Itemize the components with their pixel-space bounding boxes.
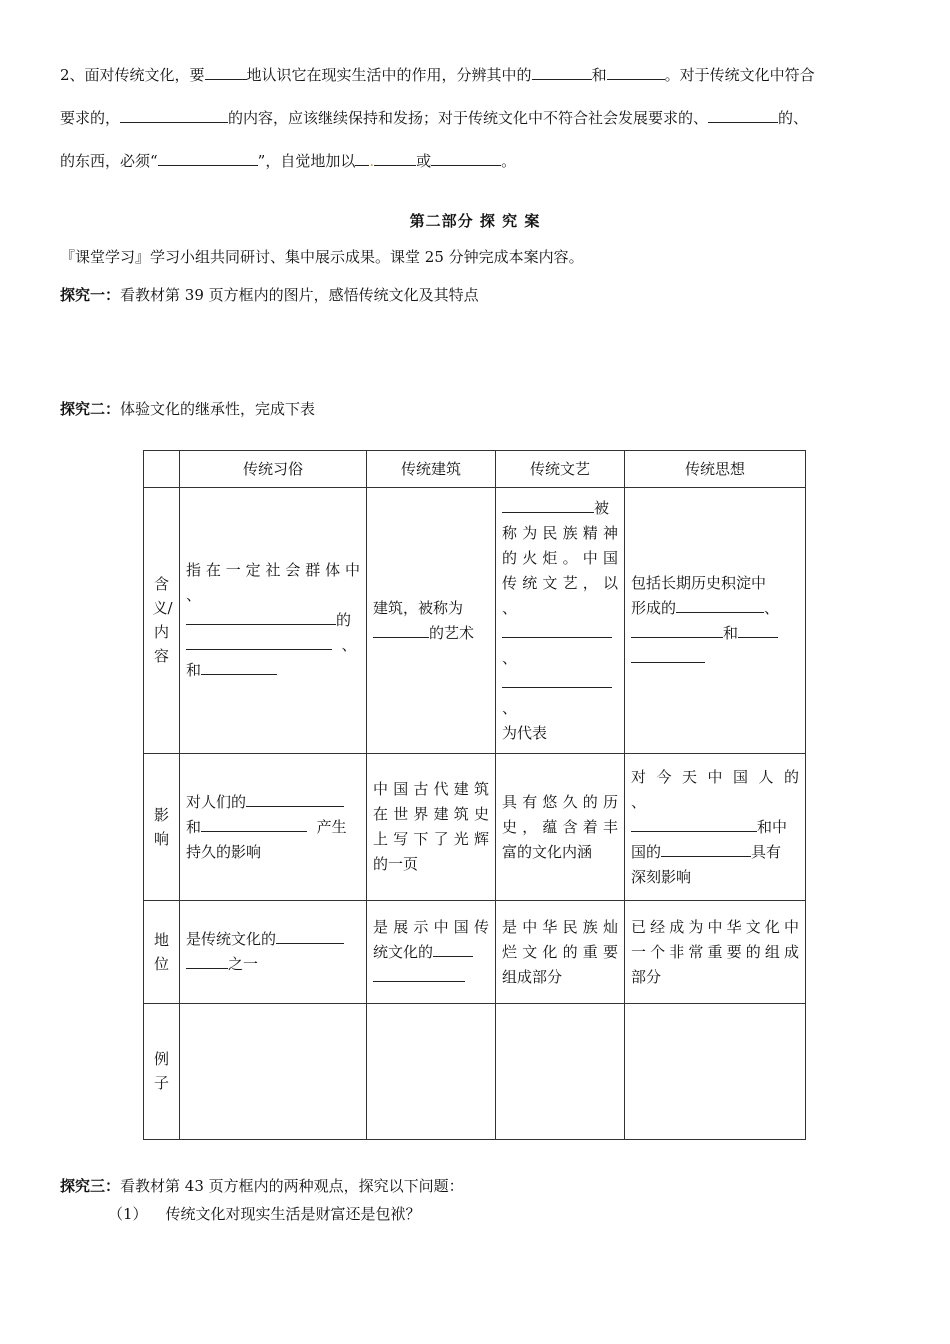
fill-blank[interactable]	[431, 151, 501, 166]
fill-blank[interactable]	[186, 610, 336, 625]
intro-text: 2、面对传统文化，要	[60, 66, 205, 84]
inquiry-3-label: 探究三：	[60, 1177, 121, 1195]
intro-text: 。	[501, 152, 517, 170]
fill-blank[interactable]	[532, 65, 592, 80]
culture-table	[143, 450, 806, 1140]
fill-blank[interactable]	[631, 817, 757, 832]
fill-blank[interactable]	[631, 623, 723, 638]
header-thought: 传统思想	[625, 451, 806, 488]
cell-custom-influence: 对人们的 和 产生 持久的影响	[180, 754, 367, 901]
cell-thought-status: 已经成为中华文化中 一个非常重要的组成 部分	[625, 901, 806, 1004]
inquiry-2	[60, 398, 315, 419]
cell-art-example[interactable]	[496, 1004, 625, 1140]
header-art: 传统文艺	[496, 451, 625, 488]
question-1	[108, 1203, 421, 1224]
inquiry-1-text: 看教材第 39 页方框内的图片，感悟传统文化及其特点	[120, 286, 479, 304]
header-architecture: 传统建筑	[367, 451, 496, 488]
intro-text: 和	[591, 66, 607, 84]
fill-blank[interactable]	[373, 623, 429, 638]
fill-blank[interactable]	[607, 65, 665, 80]
intro-text: ”，自觉地加以	[257, 152, 356, 170]
row-label-status: 地位	[144, 901, 180, 1004]
cell-thought-influence: 对今天中国人的 、 和中 国的 具有 深刻影响	[625, 754, 806, 901]
inquiry-1-label: 探究一：	[60, 286, 121, 304]
fill-blank[interactable]	[186, 954, 228, 969]
row-label-meaning: 含义/内容	[144, 488, 180, 754]
intro-line-1	[60, 64, 815, 85]
intro-line-3	[60, 150, 516, 171]
intro-text: 地认识它在现实生活中的作用，分辨其中的	[246, 66, 532, 84]
fill-blank[interactable]	[502, 498, 594, 513]
fill-blank[interactable]	[708, 108, 778, 123]
fill-blank[interactable]	[502, 623, 612, 638]
question-1-text: 传统文化对现实生活是财富还是包袱？	[165, 1205, 421, 1223]
cell-custom-status: 是传统文化的 之一	[180, 901, 367, 1004]
cell-architecture-example[interactable]	[367, 1004, 496, 1140]
cell-art-influence: 具有悠久的历 史，蕴含着丰 富的文化内涵	[496, 754, 625, 901]
fill-blank[interactable]	[433, 942, 473, 957]
fill-blank[interactable]	[502, 673, 612, 688]
fill-blank[interactable]	[201, 817, 307, 832]
cell-architecture-meaning: 建筑，被称为 的艺术	[367, 488, 496, 754]
intro-line-2	[60, 107, 808, 128]
fill-blank[interactable]	[158, 151, 258, 166]
intro-text: 要求的，	[60, 109, 121, 127]
table-row-status	[144, 901, 806, 1004]
cell-custom-meaning: 指在一定社会群体中 、 的 、 和	[180, 488, 367, 754]
intro-text: 。对于传统文化中符合	[664, 66, 815, 84]
fill-blank[interactable]	[631, 648, 705, 663]
fill-blank[interactable]	[374, 151, 416, 166]
corner-cell	[144, 451, 180, 488]
fill-blank[interactable]	[205, 65, 247, 80]
cell-art-status: 是中华民族灿 烂文化的重要 组成部分	[496, 901, 625, 1004]
fill-blank[interactable]	[373, 967, 465, 982]
cell-art-meaning: 被 称为民族精神 的火炬。中国 传统文艺，以 、 、 、 为代表	[496, 488, 625, 754]
table-row-influence	[144, 754, 806, 901]
intro-text: 或	[416, 152, 432, 170]
fill-blank[interactable]	[738, 623, 778, 638]
fill-blank[interactable]	[676, 598, 764, 613]
row-label-example: 例子	[144, 1004, 180, 1140]
fill-blank[interactable]	[246, 792, 344, 807]
intro-text: 的内容，应该继续保持和发扬；对于传统文化中不符合社会发展要求的、	[228, 109, 709, 127]
inquiry-2-text: 体验文化的继承性，完成下表	[120, 400, 316, 418]
fill-blank[interactable]	[276, 929, 344, 944]
fill-blank[interactable]	[661, 842, 751, 857]
section-title: 第二部分 探 究 案	[409, 212, 541, 230]
cell-architecture-influence: 中国古代建筑 在世界建筑史 上写下了光辉 的一页	[367, 754, 496, 901]
cell-custom-example[interactable]	[180, 1004, 367, 1140]
cell-thought-example[interactable]	[625, 1004, 806, 1140]
table-header-row	[144, 451, 806, 488]
inquiry-3	[60, 1175, 464, 1196]
fill-blank[interactable]	[186, 635, 332, 650]
inquiry-2-label: 探究二：	[60, 400, 121, 418]
classroom-note: 『课堂学习』学习小组共同研讨、集中展示成果。课堂 25 分钟完成本案内容。	[60, 248, 584, 266]
question-1-number: （1）	[108, 1205, 148, 1223]
cell-thought-meaning: 包括长期历史积淀中 形成的 、 和	[625, 488, 806, 754]
row-label-influence: 影响	[144, 754, 180, 901]
inquiry-1	[60, 284, 479, 305]
cell-architecture-status: 是展示中国传 统文化的	[367, 901, 496, 1004]
header-custom: 传统习俗	[180, 451, 367, 488]
intro-text: 的东西，必须“	[60, 152, 158, 170]
inquiry-3-text: 看教材第 43 页方框内的两种观点，探究以下问题：	[120, 1177, 464, 1195]
fill-blank[interactable]	[355, 151, 369, 166]
table-row-meaning	[144, 488, 806, 754]
intro-text: 的、	[778, 109, 809, 127]
fill-blank[interactable]	[120, 108, 228, 123]
dot-mark-icon: .	[369, 152, 375, 170]
table-row-example	[144, 1004, 806, 1140]
fill-blank[interactable]	[201, 660, 277, 675]
